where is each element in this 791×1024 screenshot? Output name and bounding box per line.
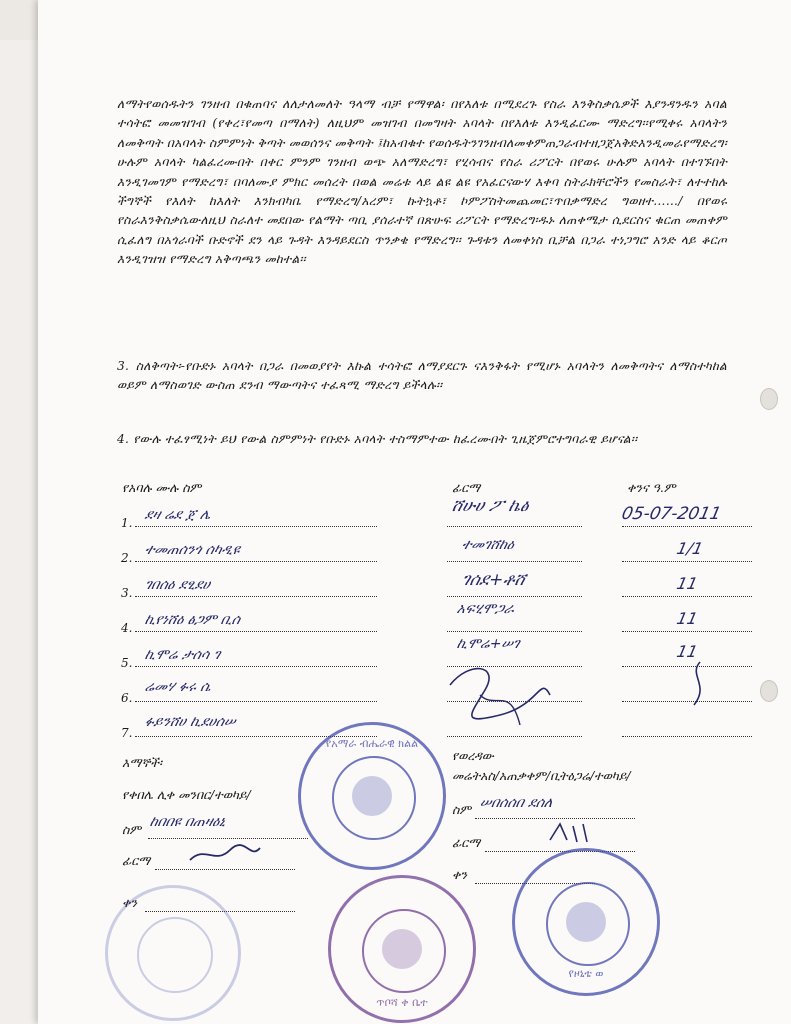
row-number: 1. [121,516,133,530]
member-date: 1/1 [674,539,705,558]
office-rep-label: መሬትአስ/አጠቃቀም/ቢትዕጋሬ/ተወካይ/ [452,768,631,783]
witness-date-label: ቀን [122,895,137,910]
member-signature: ተመገሸከዕ [460,537,516,553]
member-date: 11 [674,609,700,628]
row-number: 2. [121,551,133,565]
official-stamp: የዞኒቴ ወ [512,848,660,996]
member-name: ፉይንሸሀ ኪደሀሰሠ [143,714,238,730]
official-stamp: የአማራ ብሔራዊ ክልል [298,722,446,870]
office-name: ሠበሰሰበ ደሰለ [478,795,555,811]
underlying-page [0,40,41,1024]
receiver-label: የቀበሌ ሊቀ መንበር/ተወካይ/ [122,787,251,802]
member-name: ሬመሃ ፉሩ ሴ [143,679,213,695]
member-name: ገበሰዕ ደፂደሀ [143,577,212,593]
witness-signature [185,840,265,870]
witness-name: ከበበዩ በጠዛዕኒ [148,814,228,830]
column-header-signature: ፊርማ [452,480,481,495]
signature-row [117,570,767,600]
contract-paragraph-duties: ለማትየወሰዱትን ገንዘብ በቁጠባና ለለታለመለት ዓላማ ብቻ የማዋል፡ በየእለቱ በሚደረጉ የስራ እንቅስቃሴዎች እያንዳንዱን አባል ተሳትፎ መመዝገብ (የቀረ፣የመጣ በማለት) ለዚህም መዝገብ በመግዛት አባላት በየእለቱ እንዲፈርሙ ማድረግ፡፡የሚቀሩ አባላትን ለመቅጣት በአባላት ስምምነት ቅጣት መወሰንና መቅጣት ፤ከአብቁተ የወሰዱትንገንዘብለመቀምጠጋራብተዘጋጀአቅድእንዲመራየማድረግ፡ሁሉም አባላት ካልፈረሙበት በቀር ምንም ገንዘብ ወጭ አለማድረግ፣ የሂሳብና የስራ ሪፖርት በየወሩ ሁሉም አባላት በተገኙበት እንዲገመገም የማድረግ፣ በባለሙያ ምክር መሰረት በወል መሬቱ ላይ ልዩ ልዩ የአፈርናውሃ እቀባ ስትራክቸሮችን የመስራት፣ ለተተከሉ ችግኞች የእለት ከእለት እንክብካቤ የማድረግ/አረም፣ ኩትኳቶ፣ ኮምፖስትመጨመር፣ጥበቃማድረ ግወዘተ……/ በየወሩ የስራእንቅስቃሴውለዚህ ስራለተ መደበው የልማት ጣቢ ያሰራተኛ በጽሁፍ ሪፖርት የማድረግ፡ዱኑ ለጠቀሜታ ሲደርስና ቁርጠ መጠቀም ሲፈለግ በአጎራባች ቡድኖች ደን ላይ ጉዳት እንዳይደርስ ጥንቃቄ የማድረግ፡፡ ጉዳቱን ለመቀነስ ቢቻል በጋራ ተነጋግሮ አንድ ላይ ቆርጦ እንዲገዝዝ የማድረግ አቅጣጫን መከተል፡፡ [117,97,727,267]
member-date: 11 [674,642,700,661]
official-stamp: ጥቦሻ ቀ ቤተ [328,875,476,1023]
signature-scribble [440,655,560,735]
punch-hole [760,388,778,410]
signature-row [117,601,767,635]
witness-signature-label: ፊርማ [122,853,151,868]
member-date: 11 [674,574,700,593]
member-name: ተመጠሰንጎ ሰካዲዩ [143,542,242,558]
witnesses-title: እማኞች፡ [122,755,162,770]
member-name: ኪሞሬ ታሰሳ ገ [143,647,222,663]
member-date: 05-07-2011 [619,504,723,524]
row-number: 4. [121,621,133,635]
contract-clause-penalty: 3. ስለቅጣት፡-የቡድኑ አባላት በጋራ በመወያየት እኩል ተሳትፎ ለማያደርጉ ናእንቅፋት የሚሆኑ አባላትን ለመቅጣትና ለማስተካከል ወይም ለማስወገድ ውስጠ ደንብ ማውጣትና ተፈጻሚ ማድረግ ይችላሉ፡፡ [117,359,727,393]
member-signature: ኪሞሬ+ሠገ [455,636,521,652]
member-name: ኪየነሸዕ ፅጋም ቢሰ [143,612,242,628]
row-number: 5. [121,656,133,670]
column-header-name: የአባሉ ሙሉ ስም [122,480,202,495]
faint-stamp [105,885,241,1021]
row-number: 6. [121,691,133,705]
witness-name-label: ስም [122,822,142,837]
row-number: 3. [121,586,133,600]
member-signature: ገሰደ+ቶሸ [459,570,528,590]
member-signature: ሸሁሀ ፖ ኬፅ [449,496,531,516]
office-date-label: ቀን [452,867,467,882]
contract-clause-effective: 4. የውሉ ተፈፃሚነት ይህ የውል ስምምነት የቡድኑ አባላት ተስማምተው ከፈረሙበት ጊዜጀምሮተግባራዊ ይሆናል፡፡ [117,432,638,446]
row-number: 7. [121,726,133,740]
office-signature [545,818,605,848]
column-header-date: ቀንና ዓ.ም [627,480,676,495]
office-signature-label: ፊርማ [452,835,481,850]
member-signature: አፍሂሞጋራ [455,601,516,617]
date-scribble [680,660,720,710]
office-title: የወረዳው [452,748,494,763]
office-name-label: ስም [452,802,472,817]
member-name: ደዛ ሬደ ጀ ሌ [143,507,213,523]
signature-row [117,496,767,530]
signature-row [117,537,767,565]
